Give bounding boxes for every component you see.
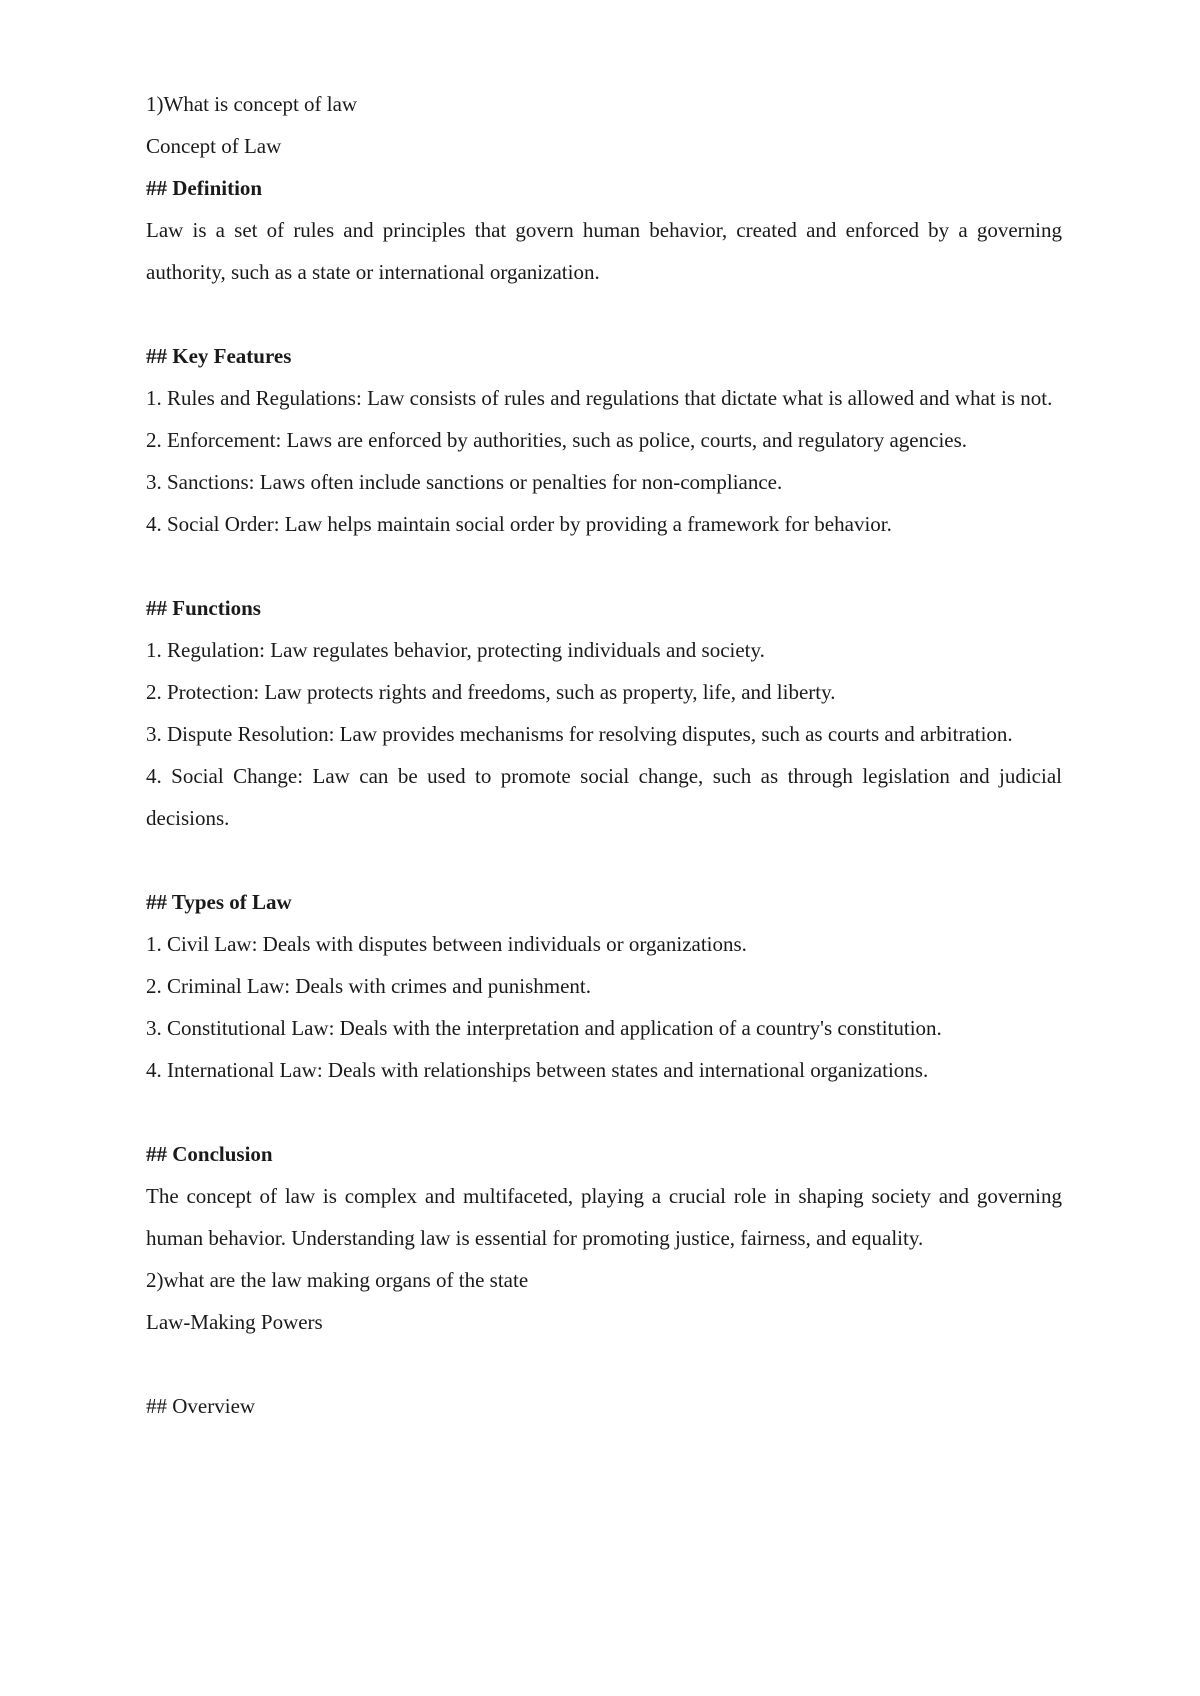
function-item: 1. Regulation: Law regulates behavior, protecting individuals and society.	[146, 638, 765, 662]
heading-key-features: ## Key Features	[146, 344, 292, 368]
document-page	[146, 83, 1062, 1427]
key-feature-item: 4. Social Order: Law helps maintain social order by providing a framework for behavior.	[146, 512, 892, 536]
spacer	[146, 839, 1062, 881]
heading-definition: ## Definition	[146, 176, 263, 200]
spacer	[146, 545, 1062, 587]
heading-functions: ## Functions	[146, 596, 261, 620]
definition-text: Law is a set of rules and principles that govern human behavior, created and enforced by a governing authority, such as a state or international organization.	[146, 218, 1062, 284]
law-type-item: 3. Constitutional Law: Deals with the interpretation and application of a country's constitution.	[146, 1016, 942, 1040]
function-item: 2. Protection: Law protects rights and freedoms, such as property, life, and liberty.	[146, 680, 836, 704]
key-feature-item: 2. Enforcement: Laws are enforced by authorities, such as police, courts, and regulatory agencies.	[146, 428, 968, 452]
function-item: 4. Social Change: Law can be used to promote social change, such as through legislation and judicial decisions.	[146, 764, 1062, 830]
law-type-item: 4. International Law: Deals with relationships between states and international organizations.	[146, 1058, 929, 1082]
heading-conclusion: ## Conclusion	[146, 1142, 273, 1166]
heading-types-of-law: ## Types of Law	[146, 890, 292, 914]
key-feature-item: 3. Sanctions: Laws often include sanctions or penalties for non-compliance.	[146, 470, 783, 494]
spacer	[146, 1343, 1062, 1385]
conclusion-text: The concept of law is complex and multifaceted, playing a crucial role in shaping society and governing human behavior. Understanding law is essential for promoting justice, fairness, and equality.	[146, 1184, 1062, 1250]
question-1: 1)What is concept of law	[146, 92, 358, 116]
section-title-law-making-powers: Law-Making Powers	[146, 1310, 323, 1334]
heading-overview: ## Overview	[146, 1394, 256, 1418]
law-type-item: 1. Civil Law: Deals with disputes between individuals or organizations.	[146, 932, 747, 956]
law-type-item: 2. Criminal Law: Deals with crimes and punishment.	[146, 974, 591, 998]
spacer	[146, 1091, 1062, 1133]
spacer	[146, 293, 1062, 335]
key-feature-item: 1. Rules and Regulations: Law consists of rules and regulations that dictate what is allowed and what is not.	[146, 386, 1053, 410]
question-2: 2)what are the law making organs of the state	[146, 1268, 529, 1292]
function-item: 3. Dispute Resolution: Law provides mechanisms for resolving disputes, such as courts and arbitration.	[146, 722, 1013, 746]
section-title-concept-of-law: Concept of Law	[146, 134, 282, 158]
